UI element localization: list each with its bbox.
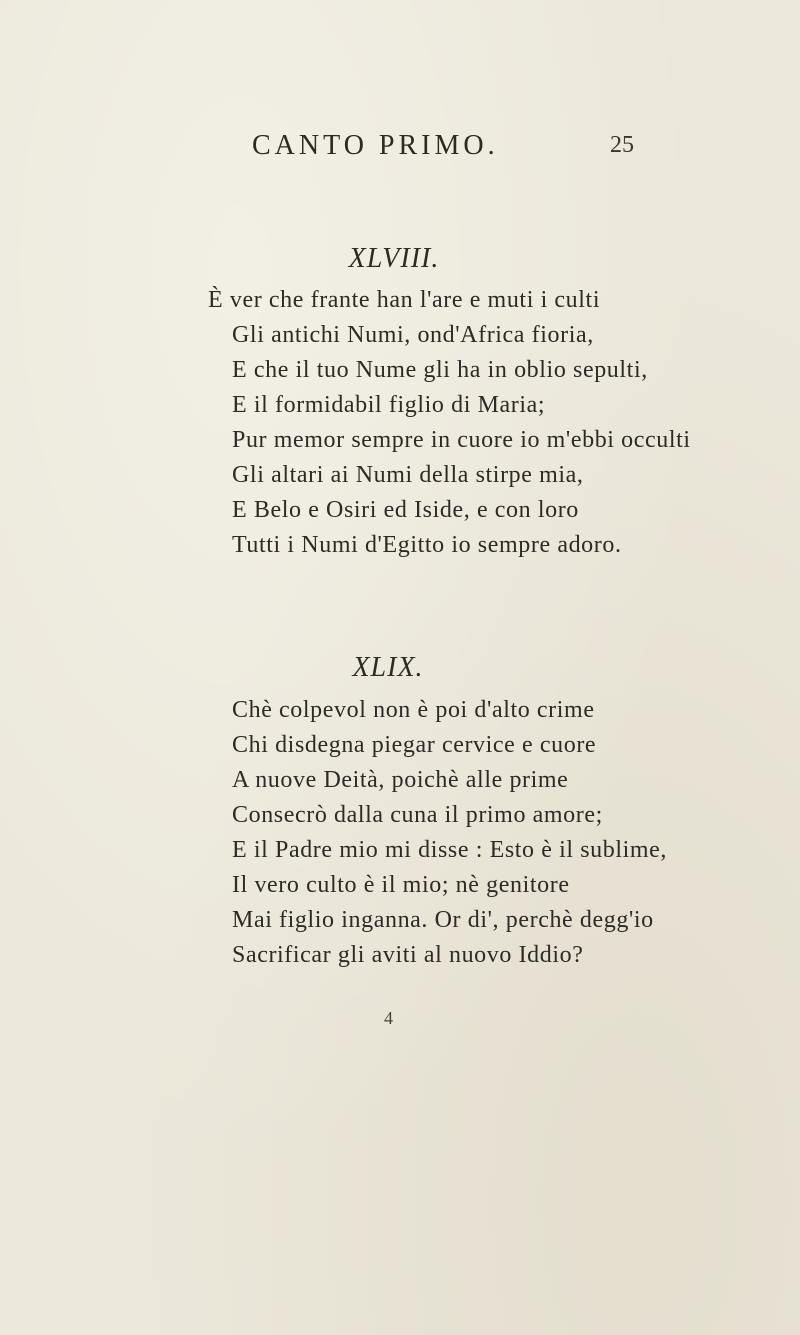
running-head (0, 130, 800, 170)
verse-line: Pur memor sempre in cuore io m'ebbi occulti (232, 427, 691, 453)
verse-line: Sacrificar gli aviti al nuovo Iddio? (232, 942, 584, 968)
verse-line: Tutti i Numi d'Egitto io sempre adoro. (232, 532, 622, 558)
verse-line: Gli antichi Numi, ond'Africa fioria, (232, 322, 594, 348)
verse-line: E Belo e Osiri ed Iside, e con loro (232, 497, 579, 523)
page-number: 25 (610, 132, 634, 158)
verse-line: Gli altari ai Numi della stirpe mia, (232, 462, 584, 488)
verse-line: E che il tuo Nume gli ha in oblio sepulti, (232, 357, 648, 383)
verse-line: Consecrò dalla cuna il primo amore; (232, 802, 603, 828)
verse-line: Mai figlio inganna. Or di', perchè degg'io (232, 907, 654, 933)
verse-line: A nuove Deità, poichè alle prime (232, 767, 569, 793)
verse-line: Chè colpevol non è poi d'alto crime (232, 697, 595, 723)
verse-line: E il formidabil figlio di Maria; (232, 392, 546, 418)
stanza-number: XLVIII. (348, 243, 440, 274)
verse-line: E il Padre mio mi disse : Esto è il sublime, (232, 837, 668, 863)
signature-mark: 4 (384, 1008, 393, 1028)
running-title: CANTO PRIMO. (252, 130, 499, 161)
verse-line: È ver che frante han l'are e muti i culti (208, 287, 601, 313)
verse-line: Il vero culto è il mio; nè genitore (232, 872, 570, 898)
verse-line: Chi disdegna piegar cervice e cuore (232, 732, 597, 758)
stanza-number: XLIX. (352, 652, 424, 683)
